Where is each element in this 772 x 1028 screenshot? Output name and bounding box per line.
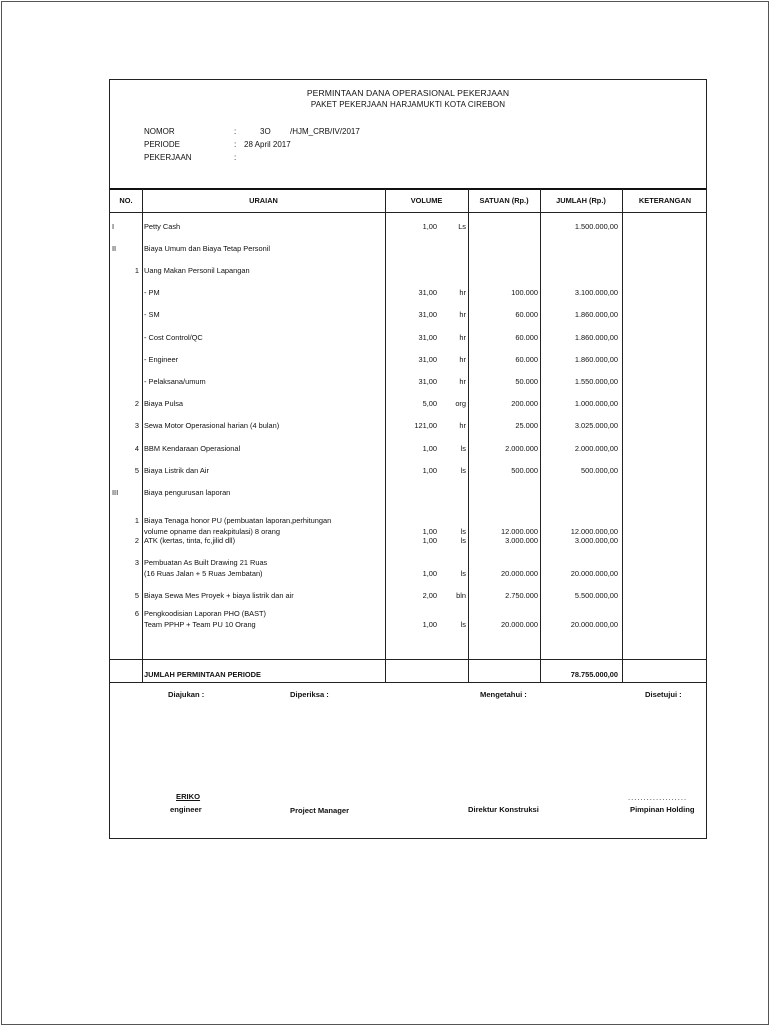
- row-price: 500.000: [511, 466, 538, 475]
- row-total: 1.860.000,00: [574, 333, 618, 342]
- row-subno: 4: [134, 444, 139, 453]
- col-divider: [622, 189, 623, 683]
- row-uraian: volume opname dan reakpitulasi) 8 orang: [144, 527, 280, 536]
- row-price: 2.000.000: [505, 444, 538, 453]
- row-uraian: Pembuatan As Built Drawing 21 Ruas: [144, 558, 268, 567]
- nomor-value: 3O: [260, 127, 271, 136]
- total-bottom-rule: [110, 682, 706, 683]
- row-uraian: (16 Ruas Jalan + 5 Ruas Jembatan): [144, 569, 263, 578]
- row-subno: 2: [134, 536, 139, 545]
- body-bottom-rule: [110, 659, 706, 660]
- header-jumlah: JUMLAH (Rp.): [556, 196, 606, 205]
- periode-value: 28 April 2017: [244, 140, 291, 149]
- row-total: 1.000.000,00: [574, 399, 618, 408]
- nomor-label: NOMOR: [144, 127, 175, 136]
- sig-name: ERIKO: [176, 792, 201, 801]
- row-price: 60.000: [515, 333, 538, 342]
- sig-mengetahui: Mengetahui :: [480, 690, 527, 699]
- row-volume: 1,00: [422, 444, 437, 453]
- row-price: 60.000: [515, 310, 538, 319]
- row-volume: 31,00: [418, 377, 437, 386]
- row-unit: ls: [460, 569, 466, 578]
- row-volume: 1,00: [422, 620, 437, 629]
- row-unit: Ls: [458, 222, 466, 231]
- row-uraian: Sewa Motor Operasional harian (4 bulan): [144, 421, 280, 430]
- row-subno: 3: [134, 421, 139, 430]
- row-uraian: - PM: [144, 288, 160, 297]
- row-uraian: Uang Makan Personil Lapangan: [144, 266, 250, 275]
- row-unit: hr: [459, 421, 466, 430]
- sig-engineer: engineer: [170, 805, 202, 814]
- row-uraian: Biaya Umum dan Biaya Tetap Personil: [144, 244, 270, 253]
- row-uraian: ATK (kertas, tinta, fc,jilid dll): [144, 536, 236, 545]
- row-subno: 5: [134, 466, 139, 475]
- sig-direktur: Direktur Konstruksi: [468, 805, 539, 814]
- row-total: 20.000.000,00: [570, 620, 618, 629]
- row-total: 3.025.000,00: [574, 421, 618, 430]
- row-price: 12.000.000: [501, 527, 538, 536]
- row-price: 200.000: [511, 399, 538, 408]
- row-unit: hr: [459, 333, 466, 342]
- row-subno: 2: [134, 399, 139, 408]
- nomor-code: /HJM_CRB/IV/2017: [290, 127, 360, 136]
- header-volume: VOLUME: [410, 196, 443, 205]
- document-subtitle: PAKET PEKERJAAN HARJAMUKTI KOTA CIREBON: [310, 100, 506, 109]
- row-price: 50.000: [515, 377, 538, 386]
- row-total: 1.860.000,00: [574, 355, 618, 364]
- row-unit: ls: [460, 466, 466, 475]
- row-volume: 5,00: [422, 399, 437, 408]
- row-price: 2.750.000: [505, 591, 538, 600]
- header-bottom-rule: [110, 212, 706, 213]
- col-divider: [540, 189, 541, 683]
- row-subno: 3: [134, 558, 139, 567]
- row-price: 3.000.000: [505, 536, 538, 545]
- row-total: 1.550.000,00: [574, 377, 618, 386]
- sig-project-manager: Project Manager: [290, 806, 350, 815]
- row-volume: 1,00: [422, 466, 437, 475]
- row-unit: ls: [460, 620, 466, 629]
- row-uraian: - Pelaksana/umum: [144, 377, 206, 386]
- row-volume: 31,00: [418, 355, 437, 364]
- header-satuan: SATUAN (Rp.): [479, 196, 529, 205]
- row-unit: hr: [459, 377, 466, 386]
- row-volume: 1,00: [422, 527, 437, 536]
- row-price: 100.000: [511, 288, 538, 297]
- document-title: PERMINTAAN DANA OPERASIONAL PEKERJAAN: [306, 88, 510, 98]
- row-unit: org: [455, 399, 466, 408]
- row-volume: 1,00: [422, 536, 437, 545]
- row-no: III: [112, 488, 119, 497]
- periode-label: PERIODE: [144, 140, 181, 149]
- row-uraian: - Engineer: [144, 355, 179, 364]
- total-label: JUMLAH PERMINTAAN PERIODE: [144, 670, 261, 679]
- sig-diajukan: Diajukan :: [168, 690, 205, 699]
- row-no: I: [112, 222, 115, 231]
- row-unit: bln: [456, 591, 466, 600]
- row-total: 12.000.000,00: [570, 527, 618, 536]
- row-subno: 5: [134, 591, 139, 600]
- sig-diperiksa: Diperiksa :: [290, 690, 329, 699]
- col-divider: [468, 189, 469, 683]
- row-uraian: Team PPHP + Team PU 10 Orang: [144, 620, 256, 629]
- row-total: 3.100.000,00: [574, 288, 618, 297]
- row-total: 3.000.000,00: [574, 536, 618, 545]
- sig-dots: ...................: [628, 793, 688, 802]
- row-price: 60.000: [515, 355, 538, 364]
- row-unit: ls: [460, 527, 466, 536]
- row-total: 5.500.000,00: [574, 591, 618, 600]
- header-keterangan: KETERANGAN: [638, 196, 692, 205]
- row-uraian: Biaya pengurusan laporan: [144, 488, 231, 497]
- row-total: 500.000,00: [581, 466, 618, 475]
- sig-pimpinan: Pimpinan Holding: [630, 805, 695, 814]
- row-uraian: BBM Kendaraan Operasional: [144, 444, 241, 453]
- row-subno: 1: [134, 266, 139, 275]
- row-unit: hr: [459, 355, 466, 364]
- row-uraian: Biaya Tenaga honor PU (pembuatan laporan,perhitungan: [144, 516, 332, 525]
- row-subno: 1: [134, 516, 139, 525]
- sig-disetujui: Disetujui :: [645, 690, 682, 699]
- row-volume: 2,00: [422, 591, 437, 600]
- row-volume: 121,00: [414, 421, 437, 430]
- row-total: 1.500.000,00: [574, 222, 618, 231]
- pekerjaan-label: PEKERJAAN: [144, 153, 192, 162]
- row-uraian: - Cost Control/QC: [144, 333, 203, 342]
- col-divider: [142, 189, 143, 683]
- row-unit: ls: [460, 536, 466, 545]
- row-volume: 31,00: [418, 288, 437, 297]
- pekerjaan-colon: :: [234, 153, 237, 162]
- document-sheet: [109, 79, 707, 839]
- header-uraian: URAIAN: [249, 196, 278, 205]
- col-divider: [385, 189, 386, 683]
- row-uraian: Biaya Pulsa: [144, 399, 184, 408]
- row-uraian: Biaya Sewa Mes Proyek + biaya listrik dan air: [144, 591, 294, 600]
- row-price: 20.000.000: [501, 620, 538, 629]
- row-volume: 1,00: [422, 222, 437, 231]
- row-uraian: Pengkoodisian Laporan PHO (BAST): [144, 609, 267, 618]
- row-uraian: Petty Cash: [144, 222, 181, 231]
- row-unit: hr: [459, 288, 466, 297]
- row-no: II: [112, 244, 117, 253]
- row-unit: hr: [459, 310, 466, 319]
- row-price: 25.000: [515, 421, 538, 430]
- row-total: 1.860.000,00: [574, 310, 618, 319]
- row-volume: 31,00: [418, 333, 437, 342]
- row-total: 20.000.000,00: [570, 569, 618, 578]
- row-volume: 1,00: [422, 569, 437, 578]
- nomor-colon: :: [234, 127, 237, 136]
- row-uraian: - SM: [144, 310, 160, 319]
- total-value: 78.755.000,00: [570, 670, 618, 679]
- row-unit: ls: [460, 444, 466, 453]
- header-no: NO.: [119, 196, 133, 205]
- periode-colon: :: [234, 140, 237, 149]
- row-subno: 6: [134, 609, 139, 618]
- row-volume: 31,00: [418, 310, 437, 319]
- row-price: 20.000.000: [501, 569, 538, 578]
- row-total: 2.000.000,00: [574, 444, 618, 453]
- row-uraian: Biaya Listrik dan Air: [144, 466, 209, 475]
